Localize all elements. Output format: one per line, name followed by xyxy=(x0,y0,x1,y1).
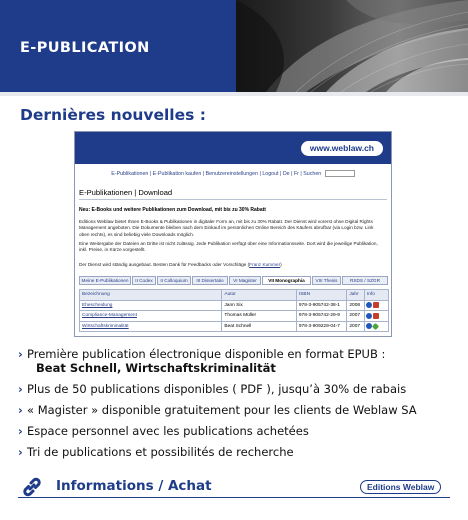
banner-divider xyxy=(0,92,468,96)
table-cell-year: 2007 xyxy=(347,311,365,322)
cart-icon xyxy=(373,313,379,319)
table-cell-author: Beat Schnell xyxy=(222,321,296,332)
editions-weblaw-badge[interactable]: Editions Weblaw xyxy=(360,480,441,494)
screenshot-divider xyxy=(79,199,387,200)
chain-link-icon[interactable] xyxy=(20,475,44,503)
table-cell-author: Thomas Müller xyxy=(222,311,296,322)
screenshot-tab: II Codex xyxy=(132,276,156,285)
table-header: Info xyxy=(364,290,388,301)
screenshot-tab: Meine E-Publikationen xyxy=(79,276,131,285)
table-cell-title: Compliance-Management xyxy=(80,311,222,322)
screenshot-paragraph-3-end: ) xyxy=(280,262,282,267)
screenshot-contact-link: Franz Kummer xyxy=(249,262,281,267)
bullet-chevron-icon: › xyxy=(18,382,23,396)
table-row xyxy=(80,300,389,311)
list-item xyxy=(18,424,458,438)
table-cell-info xyxy=(364,321,388,332)
table-header: ISBN xyxy=(296,290,346,301)
table-cell-title: Wirtschaftskriminalität xyxy=(80,321,222,332)
table-row xyxy=(80,321,389,332)
info-icon xyxy=(366,302,372,308)
table-cell-isbn: 978-3-905742-29-9 xyxy=(296,311,346,322)
screenshot-paragraph-3-text: Der Dienst wird ständig ausgebaut. Besten Dank für Feedbacks oder Vorschläge ( xyxy=(79,262,250,267)
info-icon xyxy=(366,313,372,319)
screenshot-search-box xyxy=(325,170,355,177)
screenshot-header xyxy=(75,132,391,164)
informations-achat-link[interactable]: Informations / Achat xyxy=(56,478,212,494)
feature-highlight: Beat Schnell, Wirtschaftskriminalität xyxy=(36,361,276,375)
download-page-screenshot xyxy=(74,131,392,337)
table-cell-year: 2007 xyxy=(347,321,365,332)
list-item xyxy=(18,403,458,417)
screenshot-tab-active: VII Monographia xyxy=(262,276,311,285)
list-item xyxy=(18,347,458,375)
table-header: Bezeichnung xyxy=(80,290,222,301)
feature-list xyxy=(18,347,458,459)
screenshot-tab: VI Magister xyxy=(229,276,261,285)
news-heading: Dernières nouvelles : xyxy=(20,106,206,124)
feature-text: Tri de publications et possibilités de recherche xyxy=(27,445,294,459)
download-icon xyxy=(372,323,379,330)
cart-icon xyxy=(373,302,379,308)
table-cell-isbn: 978-3-909229-04-7 xyxy=(296,321,346,332)
table-cell-title: Ehescheidung xyxy=(80,300,222,311)
table-header: Autor xyxy=(222,290,296,301)
table-cell-year: 2008 xyxy=(347,300,365,311)
feature-text: « Magister » disponible gratuitement pour les clients de Weblaw SA xyxy=(27,403,417,417)
table-cell-info xyxy=(364,311,388,322)
table-cell-author: Jann Six xyxy=(222,300,296,311)
table-header: Jahr xyxy=(347,290,365,301)
table-header-row xyxy=(80,290,389,301)
table-cell-info xyxy=(364,300,388,311)
bullet-chevron-icon: › xyxy=(18,403,23,417)
table-cell-isbn: 978-3-905742-38-1 xyxy=(296,300,346,311)
screenshot-heading: E-Publikationen | Download xyxy=(79,188,173,197)
bullet-chevron-icon: › xyxy=(18,445,23,459)
screenshot-tabs xyxy=(79,276,389,285)
feature-text: Plus de 50 publications disponibles ( PDF ), jusqu’à 30% de rabais xyxy=(27,382,407,396)
feature-text: Espace personnel avec les publications achetées xyxy=(27,424,309,438)
screenshot-lead: Neu: E-Books und weitere Publikationen zum Download, mit bis zu 30% Rabatt xyxy=(79,207,266,213)
header-banner xyxy=(0,0,468,92)
banner-title: E-PUBLICATION xyxy=(20,40,150,56)
screenshot-nav xyxy=(75,170,391,177)
screenshot-tab: III Dissertatio xyxy=(192,276,228,285)
feather-photo xyxy=(236,0,468,92)
screenshot-nav-links: E-Publikationen | E-Publikation kaufen | Benutzereinstellungen | Logout | De | Fr | Suchen xyxy=(111,170,322,177)
screenshot-tab: II Colloquium xyxy=(157,276,191,285)
screenshot-tab: RSDS / SZGR xyxy=(342,276,388,285)
list-item xyxy=(18,445,458,459)
bullet-chevron-icon: › xyxy=(18,424,23,438)
weblaw-logo: www.weblaw.ch xyxy=(301,141,383,156)
bullet-chevron-icon: › xyxy=(18,347,23,361)
footer-divider xyxy=(18,497,450,498)
list-item xyxy=(18,382,458,396)
screenshot-publication-table xyxy=(79,289,389,332)
table-row xyxy=(80,311,389,322)
screenshot-paragraph-1: Editions Weblaw bietet Ihnen E-Books & Publikationen in digitaler Form an, mit bis zu 30% Rabatt. Der Dienst wird vorerst ohne Digital Rights Management angeboten. Die Dokumente bleiben nach dem Einkauf im persönlichen Online Bereich des Käufers abrufbar (via Login bzw. Link oben rechts), es sind beliebig viele Downloads möglich. xyxy=(79,219,374,237)
feature-text: Première publication électronique disponible en format EPUB : xyxy=(27,347,386,361)
screenshot-paragraph-2: Eine Weitergabe der Dateien an Dritte ist nicht zulässig. Jede Publikation verfügt über eine Informationsseite. Dort wird die jeweilige Publikation, inkl. Preise, in Kürze vorgestellt. xyxy=(79,241,378,253)
screenshot-paragraph-3 xyxy=(79,262,385,268)
screenshot-tab: VIII Thesis xyxy=(312,276,341,285)
